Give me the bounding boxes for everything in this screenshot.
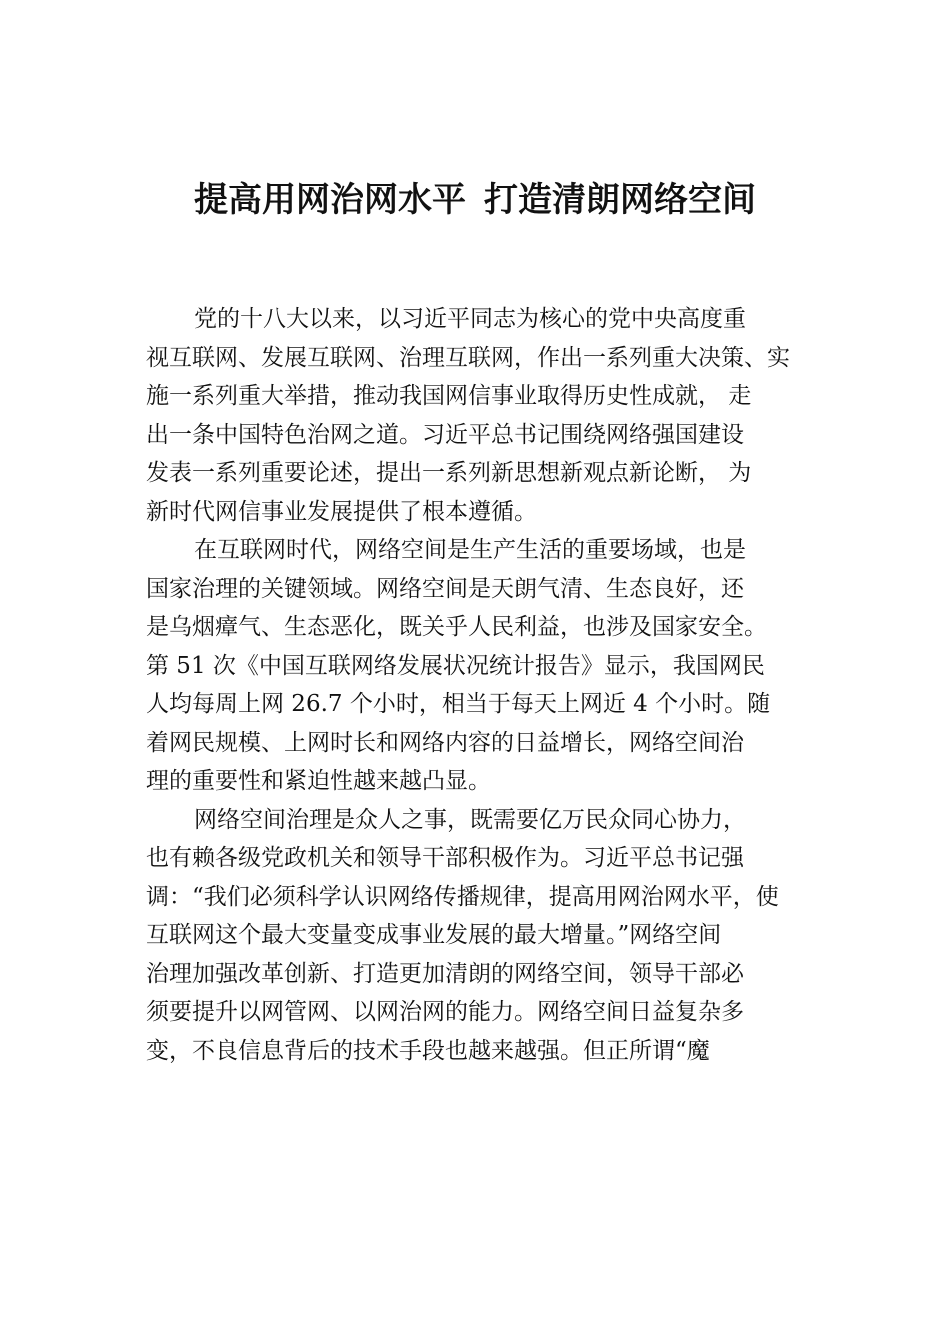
paragraph-2-line-5: 人均每周上网 26.7 个小时，相当于每天上网近 4 个小时。随 xyxy=(146,691,771,717)
paragraph-3-line-5: 治理加强改革创新、打造更加清朗的网络空间，领导干部必 xyxy=(146,960,744,987)
paragraph-3-line-7: 变，不良信息背后的技术手段也越来越强。但正所谓“魔 xyxy=(146,1037,710,1064)
paragraph-2-line-6: 着网民规模、上网时长和网络内容的日益增长，网络空间治 xyxy=(146,729,744,756)
paragraph-2-line-2: 国家治理的关键领域。网络空间是天朗气清、生态良好，还 xyxy=(146,575,744,602)
paragraph-1-line-4: 出一条中国特色治网之道。习近平总书记围绕网络强国建设 xyxy=(146,421,744,448)
paragraph-2-line-3: 是乌烟瘴气、生态恶化，既关乎人民利益，也涉及国家安全。 xyxy=(146,614,767,640)
paragraph-1-line-2: 视互联网、发展互联网、治理互联网，作出一系列重大决策、实 xyxy=(146,344,790,371)
title-part-1: 提高用网治网水平 xyxy=(194,180,466,220)
paragraph-1-line-1: 党的十八大以来，以习近平同志为核心的党中央高度重 xyxy=(194,306,746,332)
paragraph-3-line-6: 须要提升以网管网、以网治网的能力。网络空间日益复杂多 xyxy=(146,999,744,1025)
paragraph-2-line-7: 理的重要性和紧迫性越来越凸显。 xyxy=(146,768,491,794)
paragraph-3-line-3: 调：“我们必须科学认识网络传播规律，提高用网治网水平，使 xyxy=(146,883,779,910)
paragraph-3-line-2: 也有赖各级党政机关和领导干部积极作为。习近平总书记强 xyxy=(146,845,744,871)
paragraph-2-line-4: 第 51 次《中国互联网络发展状况统计报告》显示，我国网民 xyxy=(146,652,765,679)
paragraph-1-line-6: 新时代网信事业发展提供了根本遵循。 xyxy=(146,498,537,525)
paragraph-1-line-5: 发表一系列重要论述，提出一系列新思想新观点新论断， 为 xyxy=(146,460,752,486)
title-part-2: 打造清朗网络空间 xyxy=(484,180,756,220)
paragraph-3-line-1: 网络空间治理是众人之事，既需要亿万民众同心协力， xyxy=(194,806,746,833)
document-body xyxy=(146,300,810,1070)
document-title xyxy=(0,175,950,225)
paragraph-2-line-1: 在互联网时代，网络空间是生产生活的重要场域，也是 xyxy=(194,537,746,563)
paragraph-3-line-4: 互联网这个最大变量变成事业发展的最大增量。”网络空间 xyxy=(146,922,722,948)
paragraph-1-line-3: 施一系列重大举措，推动我国网信事业取得历史性成就， 走 xyxy=(146,383,752,409)
